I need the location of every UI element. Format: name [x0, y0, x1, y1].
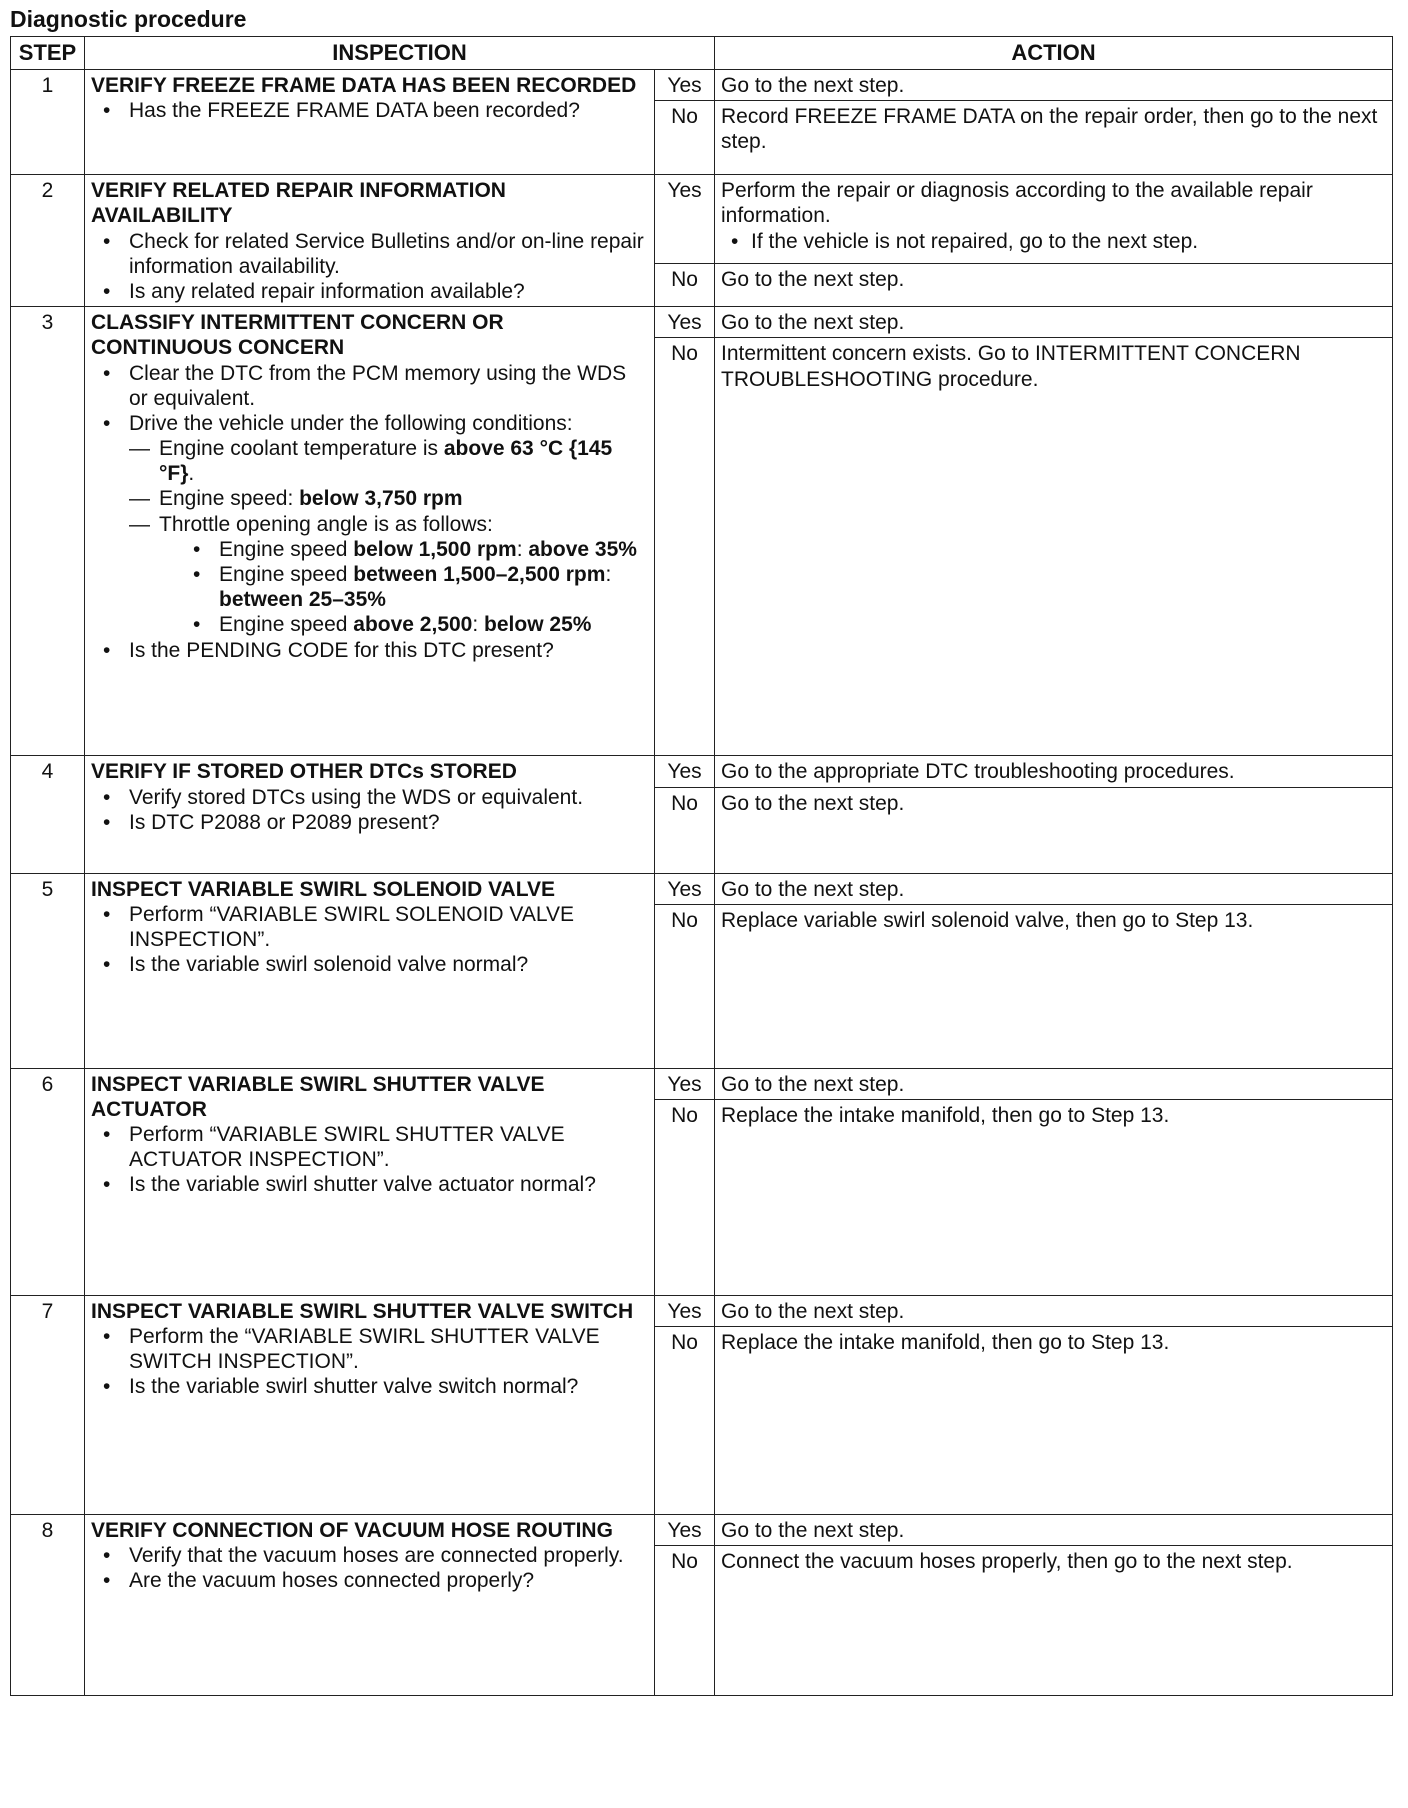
throttle-text: :	[516, 537, 529, 561]
inspection-list	[91, 1324, 648, 1400]
list-item: • Check for related Service Bulletins and/or on-line repair information availability.	[129, 229, 648, 279]
list-item: • Perform “VARIABLE SWIRL SHUTTER VALVE ACTUATOR INSPECTION”.	[129, 1122, 648, 1172]
inspection-title: VERIFY RELATED REPAIR INFORMATION AVAILABILITY	[91, 179, 506, 228]
table-row	[11, 873, 1393, 904]
throttle-item	[189, 612, 648, 637]
list-item: • Verify that the vacuum hoses are connected properly.	[129, 1543, 648, 1568]
inspection-title: INSPECT VARIABLE SWIRL SOLENOID VALVE	[91, 877, 555, 901]
inspection-list	[91, 902, 648, 978]
no-action: Connect the vacuum hoses properly, then go to the next step.	[715, 1546, 1393, 1696]
step-number: 6	[11, 1068, 85, 1295]
step-number: 8	[11, 1515, 85, 1696]
throttle-text: Engine speed	[219, 537, 354, 561]
dash-marker: —	[129, 512, 150, 536]
inspection-list	[91, 361, 648, 663]
throttle-value: above 2,500	[353, 613, 473, 637]
throttle-value: below 1,500 rpm	[353, 537, 517, 561]
step-number: 2	[11, 175, 85, 307]
table-row	[11, 1295, 1393, 1326]
no-label: No	[655, 1327, 715, 1515]
step-number: 4	[11, 756, 85, 873]
yes-action: Go to the next step.	[715, 70, 1393, 101]
condition-text: .	[188, 462, 195, 486]
throttle-text: :	[472, 613, 485, 637]
no-label: No	[655, 1546, 715, 1696]
throttle-text: Engine speed	[219, 613, 354, 637]
list-item: • Is DTC P2088 or P2089 present?	[129, 810, 648, 835]
inspection-list	[91, 1543, 648, 1593]
no-label: No	[655, 904, 715, 1068]
list-item: • Is any related repair information available?	[129, 279, 648, 304]
table-row	[11, 1515, 1393, 1546]
inspection-title: VERIFY FREEZE FRAME DATA HAS BEEN RECORDED	[91, 74, 637, 97]
list-item: • Is the variable swirl shutter valve switch normal?	[129, 1374, 648, 1399]
condition-text: Engine coolant temperature is	[159, 437, 444, 461]
table-header-row	[11, 37, 1393, 70]
throttle-value: between 25–35%	[219, 588, 386, 612]
throttle-text: Engine speed	[219, 563, 354, 586]
condition-text: Throttle opening angle is as follows:	[159, 512, 493, 536]
inspection-list	[91, 229, 648, 305]
inspection-cell	[85, 175, 655, 307]
throttle-list	[159, 537, 648, 638]
dash-marker: —	[129, 437, 150, 461]
yes-label: Yes	[655, 873, 715, 904]
dash-marker: —	[129, 487, 150, 511]
no-action: Go to the next step.	[715, 264, 1393, 307]
throttle-item	[189, 562, 648, 612]
condition-value: above 63 °C {145 °F}	[159, 437, 613, 486]
inspection-title: VERIFY CONNECTION OF VACUUM HOSE ROUTING	[91, 1519, 613, 1543]
no-label: No	[655, 264, 715, 307]
list-item: • Clear the DTC from the PCM memory using the WDS or equivalent.	[129, 361, 648, 411]
list-item	[129, 411, 648, 638]
header-step: STEP	[11, 37, 85, 70]
no-action: Replace the intake manifold, then go to Step 13.	[715, 1099, 1393, 1295]
step-number: 1	[11, 70, 85, 175]
no-action: Record FREEZE FRAME DATA on the repair order, then go to the next step.	[715, 101, 1393, 175]
throttle-text: :	[605, 563, 612, 586]
condition-value: below 3,750 rpm	[299, 487, 463, 511]
inspection-cell	[85, 1068, 655, 1295]
step-number: 3	[11, 307, 85, 756]
list-item: • Is the PENDING CODE for this DTC present?	[129, 638, 648, 663]
table-row	[11, 70, 1393, 101]
action-list	[721, 229, 1386, 254]
throttle-value: below 25%	[484, 613, 592, 637]
condition-text: Engine speed:	[159, 487, 300, 511]
condition-item	[129, 436, 648, 486]
diagnostic-table	[10, 36, 1393, 1696]
condition-list	[129, 436, 648, 638]
list-item: • Has the FREEZE FRAME DATA been recorded?	[129, 98, 648, 123]
inspection-list	[91, 785, 648, 835]
yes-action: Go to the next step.	[715, 873, 1393, 904]
no-label: No	[655, 338, 715, 756]
inspection-cell	[85, 70, 655, 175]
inspection-cell	[85, 873, 655, 1068]
table-row	[11, 1068, 1393, 1099]
yes-action: Perform the repair or diagnosis according to the available repair information.	[721, 179, 1313, 228]
yes-label: Yes	[655, 70, 715, 101]
table-row	[11, 175, 1393, 264]
yes-label: Yes	[655, 1295, 715, 1326]
list-item: • If the vehicle is not repaired, go to the next step.	[751, 229, 1386, 254]
inspection-title: INSPECT VARIABLE SWIRL SHUTTER VALVE ACTUATOR	[91, 1072, 545, 1121]
no-action: Intermittent concern exists. Go to INTERMITTENT CONCERN TROUBLESHOOTING procedure.	[715, 338, 1393, 756]
yes-label: Yes	[655, 175, 715, 264]
table-row	[11, 756, 1393, 787]
inspection-title: INSPECT VARIABLE SWIRL SHUTTER VALVE SWITCH	[91, 1299, 634, 1323]
no-action: Go to the next step.	[715, 787, 1393, 873]
list-item: • Perform the “VARIABLE SWIRL SHUTTER VALVE SWITCH INSPECTION”.	[129, 1324, 648, 1374]
yes-label: Yes	[655, 756, 715, 787]
inspection-title: VERIFY IF STORED OTHER DTCs STORED	[91, 760, 517, 784]
yes-label: Yes	[655, 307, 715, 338]
inspection-list	[91, 1122, 648, 1198]
table-row	[11, 307, 1393, 338]
throttle-item	[189, 537, 648, 562]
no-label: No	[655, 1099, 715, 1295]
step-number: 5	[11, 873, 85, 1068]
no-label: No	[655, 787, 715, 873]
inspection-title: CLASSIFY INTERMITTENT CONCERN OR CONTINUOUS CONCERN	[91, 311, 504, 360]
header-inspection: INSPECTION	[85, 37, 715, 70]
no-action: Replace variable swirl solenoid valve, then go to Step 13.	[715, 904, 1393, 1068]
inspection-cell	[85, 756, 655, 873]
yes-label: Yes	[655, 1068, 715, 1099]
page-title: Diagnostic procedure	[10, 6, 247, 32]
list-item-text: Drive the vehicle under the following conditions:	[129, 411, 573, 435]
header-action: ACTION	[715, 37, 1393, 70]
list-item: • Verify stored DTCs using the WDS or equivalent.	[129, 785, 648, 810]
condition-item	[129, 512, 648, 638]
yes-action: Go to the next step.	[715, 307, 1393, 338]
condition-item	[129, 486, 648, 511]
yes-action: Go to the next step.	[715, 1068, 1393, 1099]
yes-action: Go to the next step.	[715, 1295, 1393, 1326]
step-number: 7	[11, 1295, 85, 1514]
list-item: • Is the variable swirl shutter valve actuator normal?	[129, 1172, 648, 1197]
throttle-value: between 1,500–2,500 rpm	[353, 563, 606, 586]
list-item: • Is the variable swirl solenoid valve normal?	[129, 952, 648, 977]
yes-label: Yes	[655, 1515, 715, 1546]
inspection-cell	[85, 1515, 655, 1696]
yes-action: Go to the next step.	[715, 1515, 1393, 1546]
inspection-cell	[85, 1295, 655, 1514]
no-label: No	[655, 101, 715, 175]
list-item: • Perform “VARIABLE SWIRL SOLENOID VALVE INSPECTION”.	[129, 902, 648, 952]
no-action: Replace the intake manifold, then go to Step 13.	[715, 1327, 1393, 1515]
inspection-cell	[85, 307, 655, 756]
list-item: • Are the vacuum hoses connected properly?	[129, 1568, 648, 1593]
throttle-value: above 35%	[528, 537, 637, 561]
yes-action-cell	[715, 175, 1393, 264]
inspection-list	[91, 98, 648, 123]
yes-action: Go to the appropriate DTC troubleshooting procedures.	[715, 756, 1393, 787]
